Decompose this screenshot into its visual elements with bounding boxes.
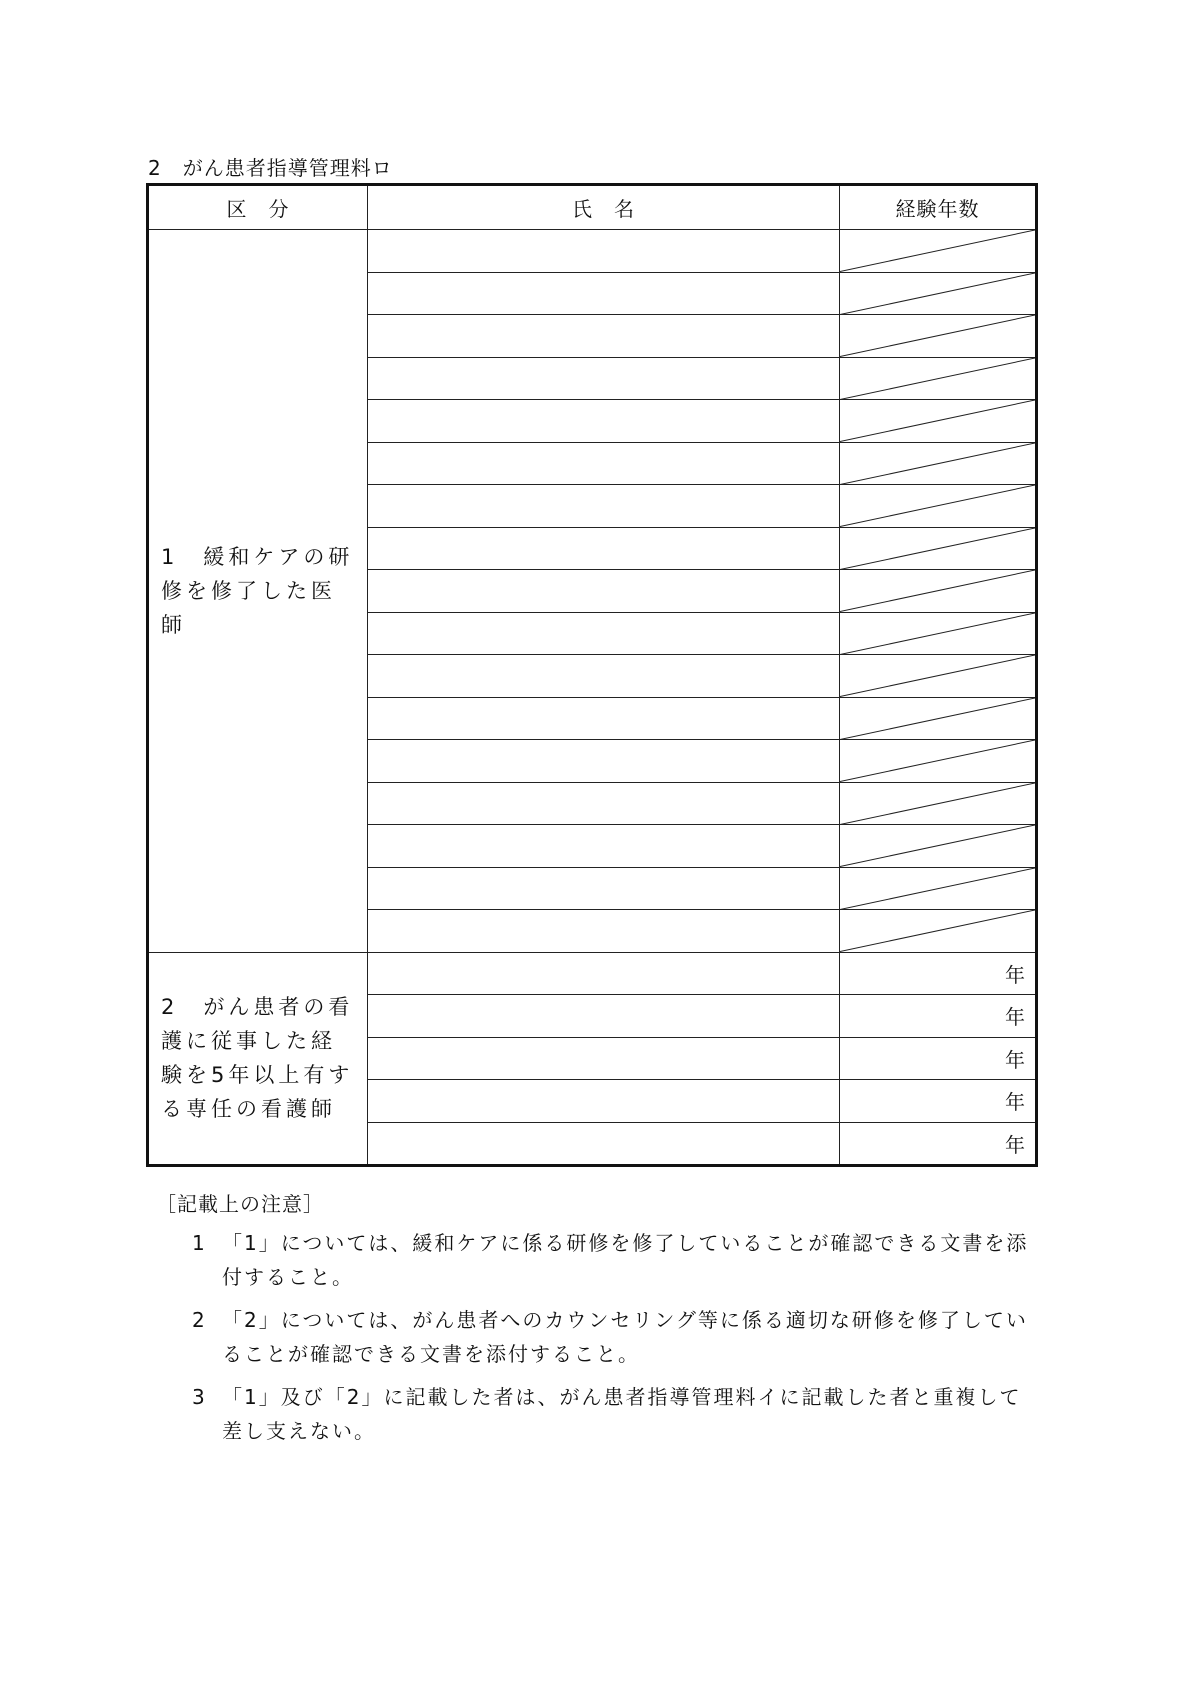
note-text: 「1」については、緩和ケアに係る研修を修了していることが確認できる文書を添付すること。 [222, 1231, 1029, 1289]
name-cell[interactable] [368, 995, 840, 1038]
table-row [148, 230, 1037, 273]
diagonal-slash [840, 868, 1035, 910]
note-item [156, 1380, 1036, 1448]
years-cell[interactable]: 年 [840, 1080, 1037, 1123]
name-cell[interactable] [368, 1037, 840, 1080]
years-cell-slashed [840, 910, 1037, 953]
table-header-row [148, 185, 1037, 230]
years-cell-slashed [840, 697, 1037, 740]
name-cell[interactable] [368, 1122, 840, 1166]
name-cell[interactable] [368, 442, 840, 485]
diagonal-slash [840, 273, 1035, 315]
name-cell[interactable] [368, 825, 840, 868]
note-text: 「2」については、がん患者へのカウンセリング等に係る適切な研修を修了していることが確認できる文書を添付すること。 [222, 1308, 1028, 1366]
years-cell-slashed [840, 272, 1037, 315]
name-cell[interactable] [368, 612, 840, 655]
name-cell[interactable] [368, 740, 840, 783]
diagonal-slash [840, 528, 1035, 570]
diagonal-slash [840, 910, 1035, 952]
years-cell-slashed [840, 867, 1037, 910]
years-cell-slashed [840, 655, 1037, 698]
name-cell[interactable] [368, 570, 840, 613]
name-cell[interactable] [368, 952, 840, 995]
diagonal-slash [840, 570, 1035, 612]
section-title: 2 がん患者指導管理料ロ [148, 156, 393, 180]
name-cell[interactable] [368, 867, 840, 910]
years-cell-slashed [840, 612, 1037, 655]
name-cell[interactable] [368, 400, 840, 443]
diagonal-slash [840, 315, 1035, 357]
diagonal-slash [840, 230, 1035, 272]
header-name: 氏 名 [368, 185, 840, 230]
diagonal-slash [840, 825, 1035, 867]
years-cell[interactable]: 年 [840, 1122, 1037, 1166]
category-nurses: 2 がん患者の看護に従事した経験を5年以上有する専任の看護師 [148, 952, 368, 1166]
name-cell[interactable] [368, 697, 840, 740]
note-number: 3 [192, 1385, 207, 1409]
years-cell[interactable]: 年 [840, 995, 1037, 1038]
years-cell-slashed [840, 527, 1037, 570]
years-cell-slashed [840, 400, 1037, 443]
diagonal-slash [840, 783, 1035, 825]
name-cell[interactable] [368, 527, 840, 570]
years-cell-slashed [840, 782, 1037, 825]
name-cell[interactable] [368, 272, 840, 315]
note-item [156, 1303, 1036, 1371]
years-cell-slashed [840, 315, 1037, 358]
name-cell[interactable] [368, 910, 840, 953]
diagonal-slash [840, 443, 1035, 485]
notes-list [156, 1226, 1036, 1448]
years-cell-slashed [840, 485, 1037, 528]
note-text: 「1」及び「2」に記載した者は、がん患者指導管理料イに記載した者と重複して差し支えない。 [222, 1385, 1022, 1443]
note-item [156, 1226, 1036, 1294]
table-row [148, 952, 1037, 995]
years-cell-slashed [840, 357, 1037, 400]
diagonal-slash [840, 400, 1035, 442]
name-cell[interactable] [368, 1080, 840, 1123]
years-cell[interactable]: 年 [840, 1037, 1037, 1080]
diagonal-slash [840, 485, 1035, 527]
name-cell[interactable] [368, 655, 840, 698]
category-physicians: 1 緩和ケアの研修を修了した医師 [148, 230, 368, 953]
years-cell-slashed [840, 570, 1037, 613]
years-cell[interactable]: 年 [840, 952, 1037, 995]
years-cell-slashed [840, 442, 1037, 485]
years-cell-slashed [840, 825, 1037, 868]
header-years: 経験年数 [840, 185, 1037, 230]
years-cell-slashed [840, 740, 1037, 783]
note-number: 1 [192, 1231, 207, 1255]
note-number: 2 [192, 1308, 207, 1332]
diagonal-slash [840, 358, 1035, 400]
years-cell-slashed [840, 230, 1037, 273]
table-body [148, 230, 1037, 1166]
staff-table [146, 183, 1038, 1167]
notes-title: ［記載上の注意］ [156, 1192, 324, 1216]
name-cell[interactable] [368, 485, 840, 528]
name-cell[interactable] [368, 782, 840, 825]
diagonal-slash [840, 740, 1035, 782]
header-category: 区 分 [148, 185, 368, 230]
diagonal-slash [840, 613, 1035, 655]
name-cell[interactable] [368, 230, 840, 273]
diagonal-slash [840, 698, 1035, 740]
notes-section [156, 1188, 1036, 1448]
diagonal-slash [840, 655, 1035, 697]
name-cell[interactable] [368, 315, 840, 358]
name-cell[interactable] [368, 357, 840, 400]
